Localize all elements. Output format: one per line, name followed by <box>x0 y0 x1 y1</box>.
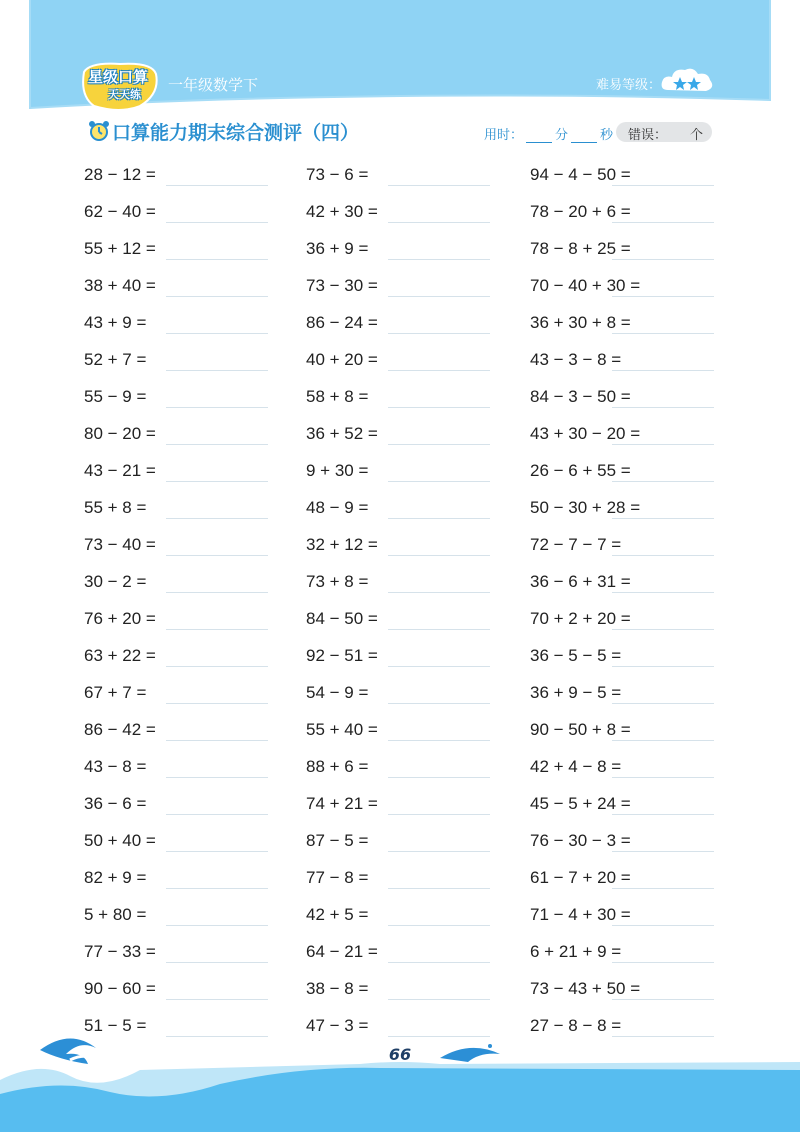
problem-row <box>84 377 714 414</box>
answer-line[interactable] <box>166 629 268 630</box>
problem-item <box>84 673 268 710</box>
problem-grid <box>84 155 714 1043</box>
problem-item <box>84 636 268 673</box>
difficulty-label: 难易等级： <box>596 78 662 93</box>
problem-expression: 42 + 30 = <box>306 202 378 221</box>
problem-item <box>530 710 714 747</box>
problem-item <box>530 932 714 969</box>
problem-expression: 36 − 6 + 31 = <box>530 572 631 591</box>
answer-line[interactable] <box>612 999 714 1000</box>
problem-expression: 78 − 20 + 6 = <box>530 202 631 221</box>
answer-line[interactable] <box>166 259 268 260</box>
problem-expression: 36 + 30 + 8 = <box>530 313 631 332</box>
problem-expression: 50 + 40 = <box>84 831 156 850</box>
answer-line[interactable] <box>612 666 714 667</box>
answer-line[interactable] <box>612 777 714 778</box>
problem-row <box>84 340 714 377</box>
answer-line[interactable] <box>166 592 268 593</box>
problem-row <box>84 636 714 673</box>
problem-row <box>84 784 714 821</box>
problem-expression: 43 − 8 = <box>84 757 147 776</box>
answer-line[interactable] <box>166 703 268 704</box>
problem-expression: 76 − 30 − 3 = <box>530 831 631 850</box>
problem-row <box>84 969 714 1006</box>
problem-row <box>84 303 714 340</box>
problem-expression: 88 + 6 = <box>306 757 369 776</box>
problem-item <box>84 155 268 192</box>
problem-item <box>530 451 714 488</box>
answer-line[interactable] <box>388 185 490 186</box>
problem-expression: 90 − 60 = <box>84 979 156 998</box>
timer <box>484 124 613 143</box>
problem-item <box>530 340 714 377</box>
answer-line[interactable] <box>612 222 714 223</box>
minutes-blank[interactable] <box>526 130 552 143</box>
problem-row <box>84 451 714 488</box>
answer-line[interactable] <box>388 444 490 445</box>
problem-expression: 52 + 7 = <box>84 350 147 369</box>
problem-item <box>306 155 490 192</box>
problem-expression: 84 − 50 = <box>306 609 378 628</box>
problem-expression: 55 + 40 = <box>306 720 378 739</box>
answer-line[interactable] <box>612 370 714 371</box>
problem-row <box>84 155 714 192</box>
problem-item <box>530 784 714 821</box>
problem-expression: 80 − 20 = <box>84 424 156 443</box>
problem-item <box>84 710 268 747</box>
problem-expression: 72 − 7 − 7 = <box>530 535 622 554</box>
problem-expression: 55 − 9 = <box>84 387 147 406</box>
problem-expression: 54 − 9 = <box>306 683 369 702</box>
answer-line[interactable] <box>166 407 268 408</box>
timer-label: 用时： <box>484 128 524 143</box>
answer-line[interactable] <box>388 962 490 963</box>
problem-item <box>84 599 268 636</box>
problem-item <box>306 377 490 414</box>
problem-expression: 58 + 8 = <box>306 387 369 406</box>
problem-expression: 38 − 8 = <box>306 979 369 998</box>
problem-item <box>530 673 714 710</box>
problem-expression: 94 − 4 − 50 = <box>530 165 631 184</box>
problem-item <box>306 673 490 710</box>
problem-item <box>530 229 714 266</box>
problem-expression: 78 − 8 + 25 = <box>530 239 631 258</box>
problem-expression: 38 + 40 = <box>84 276 156 295</box>
problem-item <box>306 488 490 525</box>
answer-line[interactable] <box>612 703 714 704</box>
answer-line[interactable] <box>388 518 490 519</box>
alarm-clock-icon <box>88 120 110 142</box>
problem-expression: 40 + 20 = <box>306 350 378 369</box>
problem-expression: 73 − 40 = <box>84 535 156 554</box>
problem-expression: 43 + 9 = <box>84 313 147 332</box>
answer-line[interactable] <box>388 851 490 852</box>
answer-line[interactable] <box>166 999 268 1000</box>
problem-row <box>84 488 714 525</box>
problem-row <box>84 673 714 710</box>
answer-line[interactable] <box>388 629 490 630</box>
problem-item <box>530 377 714 414</box>
problem-item <box>84 895 268 932</box>
answer-line[interactable] <box>388 666 490 667</box>
answer-line[interactable] <box>166 814 268 815</box>
logo-title: 星级口算 <box>88 68 149 86</box>
answer-line[interactable] <box>388 592 490 593</box>
problem-item <box>306 784 490 821</box>
problem-item <box>306 303 490 340</box>
footer-wave <box>0 1020 800 1132</box>
problem-item <box>530 525 714 562</box>
problem-expression: 9 + 30 = <box>306 461 369 480</box>
seconds-unit: 秒 <box>600 128 614 143</box>
problem-expression: 43 − 3 − 8 = <box>530 350 622 369</box>
answer-line[interactable] <box>166 481 268 482</box>
problem-expression: 86 − 24 = <box>306 313 378 332</box>
problem-item <box>530 488 714 525</box>
problem-item <box>306 562 490 599</box>
problem-expression: 86 − 42 = <box>84 720 156 739</box>
answer-line[interactable] <box>612 333 714 334</box>
answer-line[interactable] <box>612 962 714 963</box>
problem-expression: 43 − 21 = <box>84 461 156 480</box>
problem-item <box>306 525 490 562</box>
problem-expression: 70 + 2 + 20 = <box>530 609 631 628</box>
answer-line[interactable] <box>166 518 268 519</box>
problem-expression: 51 − 5 = <box>84 1016 147 1035</box>
problem-item <box>306 821 490 858</box>
problem-item <box>530 266 714 303</box>
answer-line[interactable] <box>388 888 490 889</box>
problem-item <box>84 192 268 229</box>
problem-item <box>306 599 490 636</box>
problem-item <box>306 932 490 969</box>
problem-row <box>84 599 714 636</box>
problem-item <box>84 414 268 451</box>
answer-line[interactable] <box>166 666 268 667</box>
answer-line[interactable] <box>388 925 490 926</box>
series-logo <box>80 62 160 112</box>
answer-line[interactable] <box>166 185 268 186</box>
answer-line[interactable] <box>612 518 714 519</box>
answer-line[interactable] <box>166 444 268 445</box>
problem-row <box>84 192 714 229</box>
problem-expression: 77 − 33 = <box>84 942 156 961</box>
answer-line[interactable] <box>612 888 714 889</box>
problem-item <box>530 562 714 599</box>
problem-expression: 32 + 12 = <box>306 535 378 554</box>
problem-row <box>84 525 714 562</box>
problem-expression: 55 + 12 = <box>84 239 156 258</box>
problem-row <box>84 414 714 451</box>
error-label: 错误： <box>628 128 668 143</box>
problem-item <box>84 303 268 340</box>
problem-expression: 43 + 30 − 20 = <box>530 424 641 443</box>
answer-line[interactable] <box>166 555 268 556</box>
problem-expression: 27 − 8 − 8 = <box>530 1016 622 1035</box>
problem-item <box>530 192 714 229</box>
problem-item <box>306 858 490 895</box>
problem-item <box>530 747 714 784</box>
problem-item <box>84 451 268 488</box>
answer-line[interactable] <box>166 777 268 778</box>
answer-line[interactable] <box>388 333 490 334</box>
error-count-box <box>616 122 712 142</box>
problem-expression: 73 − 6 = <box>306 165 369 184</box>
answer-line[interactable] <box>612 629 714 630</box>
problem-item <box>306 414 490 451</box>
problem-expression: 87 − 5 = <box>306 831 369 850</box>
answer-line[interactable] <box>388 370 490 371</box>
problem-expression: 55 + 8 = <box>84 498 147 517</box>
answer-line[interactable] <box>166 222 268 223</box>
answer-line[interactable] <box>388 777 490 778</box>
problem-item <box>306 340 490 377</box>
answer-line[interactable] <box>612 555 714 556</box>
problem-expression: 74 + 21 = <box>306 794 378 813</box>
answer-line[interactable] <box>166 370 268 371</box>
grade-label: 一年级数学下 <box>168 76 259 94</box>
problem-item <box>530 858 714 895</box>
problem-item <box>84 784 268 821</box>
minutes-unit: 分 <box>555 128 569 143</box>
answer-line[interactable] <box>612 592 714 593</box>
problem-item <box>84 562 268 599</box>
problem-expression: 62 − 40 = <box>84 202 156 221</box>
problem-item <box>84 932 268 969</box>
problem-item <box>84 266 268 303</box>
problem-expression: 36 − 6 = <box>84 794 147 813</box>
problem-expression: 70 − 40 + 30 = <box>530 276 641 295</box>
answer-line[interactable] <box>388 481 490 482</box>
problem-item <box>306 895 490 932</box>
answer-line[interactable] <box>612 925 714 926</box>
difficulty-cloud-icon <box>660 66 714 96</box>
problem-row <box>84 710 714 747</box>
problem-expression: 36 + 9 = <box>306 239 369 258</box>
problem-expression: 5 + 80 = <box>84 905 147 924</box>
problem-row <box>84 895 714 932</box>
problem-expression: 67 + 7 = <box>84 683 147 702</box>
problem-expression: 45 − 5 + 24 = <box>530 794 631 813</box>
problem-expression: 77 − 8 = <box>306 868 369 887</box>
answer-line[interactable] <box>388 555 490 556</box>
answer-line[interactable] <box>388 999 490 1000</box>
problem-item <box>530 599 714 636</box>
answer-line[interactable] <box>388 407 490 408</box>
problem-expression: 48 − 9 = <box>306 498 369 517</box>
answer-line[interactable] <box>612 481 714 482</box>
problem-item <box>84 377 268 414</box>
answer-line[interactable] <box>612 185 714 186</box>
problem-expression: 42 + 5 = <box>306 905 369 924</box>
problem-item <box>306 451 490 488</box>
problem-item <box>306 192 490 229</box>
answer-line[interactable] <box>388 222 490 223</box>
answer-line[interactable] <box>166 925 268 926</box>
problem-item <box>530 821 714 858</box>
problem-row <box>84 821 714 858</box>
page-number: 66 <box>388 1045 412 1064</box>
problem-expression: 64 − 21 = <box>306 942 378 961</box>
error-unit: 个 <box>690 128 704 143</box>
answer-line[interactable] <box>388 296 490 297</box>
problem-row <box>84 932 714 969</box>
problem-row <box>84 266 714 303</box>
problem-item <box>306 969 490 1006</box>
answer-line[interactable] <box>388 740 490 741</box>
problem-item <box>530 155 714 192</box>
problem-item <box>530 969 714 1006</box>
answer-line[interactable] <box>166 333 268 334</box>
problem-item <box>530 414 714 451</box>
problem-item <box>84 821 268 858</box>
problem-expression: 73 − 43 + 50 = <box>530 979 641 998</box>
problem-expression: 73 + 8 = <box>306 572 369 591</box>
problem-item <box>306 229 490 266</box>
answer-line[interactable] <box>166 740 268 741</box>
problem-expression: 61 − 7 + 20 = <box>530 868 631 887</box>
problem-item <box>306 266 490 303</box>
answer-line[interactable] <box>612 851 714 852</box>
problem-expression: 36 + 9 − 5 = <box>530 683 622 702</box>
problem-item <box>530 895 714 932</box>
problem-item <box>530 303 714 340</box>
answer-line[interactable] <box>612 296 714 297</box>
problem-expression: 6 + 21 + 9 = <box>530 942 622 961</box>
problem-item <box>84 858 268 895</box>
problem-expression: 50 − 30 + 28 = <box>530 498 641 517</box>
answer-line[interactable] <box>612 259 714 260</box>
problem-item <box>306 710 490 747</box>
page-title: 口算能力期末综合测评（四） <box>112 122 360 144</box>
problem-expression: 63 + 22 = <box>84 646 156 665</box>
problem-expression: 42 + 4 − 8 = <box>530 757 622 776</box>
problem-item <box>84 340 268 377</box>
problem-expression: 36 + 52 = <box>306 424 378 443</box>
problem-expression: 28 − 12 = <box>84 165 156 184</box>
problem-item <box>84 525 268 562</box>
answer-line[interactable] <box>166 851 268 852</box>
answer-line[interactable] <box>166 962 268 963</box>
problem-item <box>306 636 490 673</box>
problem-item <box>84 229 268 266</box>
problem-row <box>84 562 714 599</box>
problem-expression: 30 − 2 = <box>84 572 147 591</box>
problem-row <box>84 858 714 895</box>
problem-item <box>530 636 714 673</box>
problem-expression: 73 − 30 = <box>306 276 378 295</box>
answer-line[interactable] <box>166 296 268 297</box>
answer-line[interactable] <box>612 814 714 815</box>
answer-line[interactable] <box>612 740 714 741</box>
problem-expression: 71 − 4 + 30 = <box>530 905 631 924</box>
answer-line[interactable] <box>388 703 490 704</box>
answer-line[interactable] <box>612 407 714 408</box>
problem-expression: 26 − 6 + 55 = <box>530 461 631 480</box>
problem-item <box>84 747 268 784</box>
answer-line[interactable] <box>388 259 490 260</box>
problem-item <box>84 488 268 525</box>
problem-expression: 36 − 5 − 5 = <box>530 646 622 665</box>
answer-line[interactable] <box>388 814 490 815</box>
problem-row <box>84 747 714 784</box>
problem-item <box>84 969 268 1006</box>
answer-line[interactable] <box>166 888 268 889</box>
logo-subtitle: 天天练 <box>108 88 141 101</box>
answer-line[interactable] <box>612 444 714 445</box>
problem-expression: 92 − 51 = <box>306 646 378 665</box>
seconds-blank[interactable] <box>571 130 597 143</box>
problem-expression: 82 + 9 = <box>84 868 147 887</box>
problem-item <box>306 747 490 784</box>
problem-expression: 90 − 50 + 8 = <box>530 720 631 739</box>
problem-row <box>84 229 714 266</box>
problem-expression: 76 + 20 = <box>84 609 156 628</box>
problem-expression: 47 − 3 = <box>306 1016 369 1035</box>
problem-expression: 84 − 3 − 50 = <box>530 387 631 406</box>
